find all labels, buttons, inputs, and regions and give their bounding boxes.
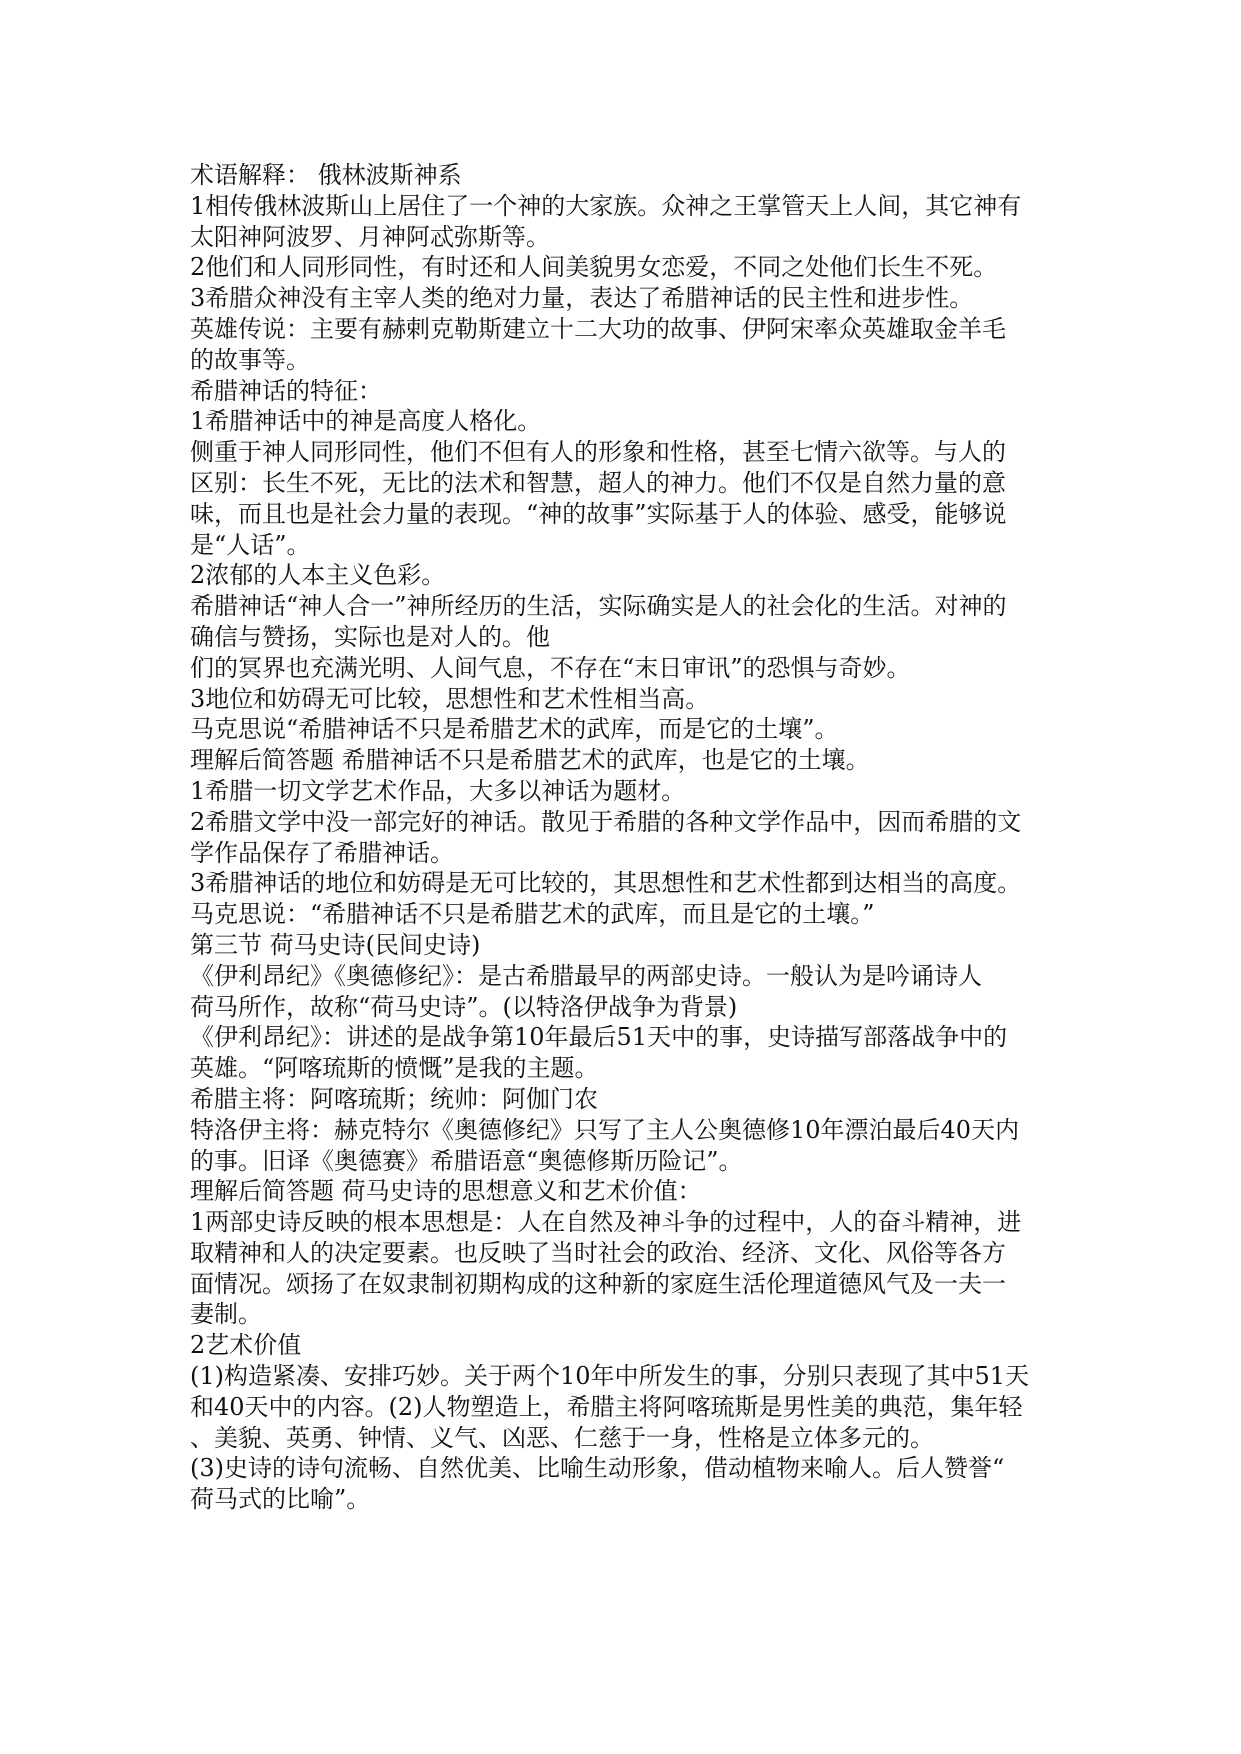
- doc-line: 《伊利昂纪》《奥德修纪》：是古希腊最早的两部史诗。一般认为是吟诵诗人: [190, 961, 982, 990]
- doc-line: 是“人话”。: [190, 530, 311, 559]
- doc-line: 马克思说“希腊神话不只是希腊艺术的武库，而是它的土壤”。: [190, 715, 839, 744]
- doc-line: 1希腊神话中的神是高度人格化。: [190, 407, 542, 436]
- doc-line: 区别：长生不死，无比的法术和智慧，超人的神力。他们不仅是自然力量的意: [190, 468, 1006, 497]
- doc-line: 取精神和人的决定要素。也反映了当时社会的政治、经济、文化、风俗等各方: [190, 1238, 1006, 1267]
- doc-line: 1两部史诗反映的根本思想是：人在自然及神斗争的过程中，人的奋斗精神，进: [190, 1208, 1022, 1237]
- doc-line: (1)构造紧凑、安排巧妙。关于两个10年中所发生的事，分别只表现了其中51天: [190, 1362, 1030, 1391]
- doc-line: 希腊神话的特征：: [190, 376, 382, 405]
- doc-line: 2浓郁的人本主义色彩。: [190, 561, 446, 590]
- doc-line: 荷马所作，故称“荷马史诗”。(以特洛伊战争为背景): [190, 992, 738, 1021]
- doc-line: 希腊神话“神人合一”神所经历的生活，实际确实是人的社会化的生活。对神的: [190, 592, 1007, 621]
- doc-line: (3)史诗的诗句流畅、自然优美、比喻生动形象，借动植物来喻人。后人赞誉“: [190, 1454, 1005, 1483]
- doc-line: 的事。旧译《奥德赛》希腊语意“奥德修斯历险记”。: [190, 1146, 743, 1175]
- doc-line: 术语解释： 俄林波斯神系: [190, 161, 462, 189]
- doc-line: 3地位和妨碍无可比较，思想性和艺术性相当高。: [190, 684, 710, 713]
- doc-line: 特洛伊主将：赫克特尔《奥德修纪》只写了主人公奥德修10年漂泊最后40天内: [190, 1115, 1020, 1144]
- doc-line: 2艺术价值: [190, 1331, 302, 1360]
- doc-line: 马克思说：“希腊神话不只是希腊艺术的武库，而且是它的土壤。”: [190, 900, 875, 929]
- doc-line: 荷马式的比喻”。: [190, 1485, 371, 1514]
- doc-line: 确信与赞扬，实际也是对人的。他: [190, 622, 550, 651]
- doc-line: 妻制。: [190, 1300, 262, 1329]
- doc-line: 希腊主将：阿喀琉斯；统帅：阿伽门农: [190, 1084, 598, 1113]
- doc-line: 1相传俄林波斯山上居住了一个神的大家族。众神之王掌管天上人间，其它神有: [190, 191, 1022, 220]
- doc-line: 英雄。“阿喀琉斯的愤慨”是我的主题。: [190, 1054, 599, 1083]
- doc-line: 学作品保存了希腊神话。: [190, 838, 454, 867]
- doc-line: 英雄传说：主要有赫剌克勒斯建立十二大功的故事、伊阿宋率众英雄取金羊毛: [190, 314, 1006, 343]
- doc-line: 们的冥界也充满光明、人间气息，不存在“末日审讯”的恐惧与奇妙。: [190, 653, 911, 682]
- doc-line: 理解后简答题 希腊神话不只是希腊艺术的武库，也是它的土壤。: [190, 746, 870, 775]
- doc-line: 、美貌、英勇、钟情、义气、凶恶、仁慈于一身，性格是立体多元的。: [190, 1423, 934, 1452]
- doc-line: 第三节 荷马史诗(民间史诗): [190, 930, 481, 959]
- doc-line: 面情况。颂扬了在奴隶制初期构成的这种新的家庭生活伦理道德风气及一夫一: [190, 1269, 1006, 1298]
- doc-line: 3希腊众神没有主宰人类的绝对力量，表达了希腊神话的民主性和进步性。: [190, 284, 974, 313]
- doc-line: 太阳神阿波罗、月神阿忒弥斯等。: [190, 222, 550, 251]
- doc-line: 2希腊文学中没一部完好的神话。散见于希腊的各种文学作品中，因而希腊的文: [190, 807, 1022, 836]
- doc-line: 1希腊一切文学艺术作品，大多以神话为题材。: [190, 776, 686, 805]
- doc-line: 的故事等。: [190, 345, 310, 374]
- doc-line: 侧重于神人同形同性，他们不但有人的形象和性格，甚至七情六欲等。与人的: [190, 438, 1006, 467]
- doc-line: 2他们和人同形同性，有时还和人间美貌男女恋爱，不同之处他们长生不死。: [190, 253, 998, 282]
- doc-line: 3希腊神话的地位和妨碍是无可比较的，其思想性和艺术性都到达相当的高度。: [190, 869, 1022, 898]
- doc-line: 理解后简答题 荷马史诗的思想意义和艺术价值：: [190, 1177, 702, 1206]
- doc-line: 和40天中的内容。(2)人物塑造上，希腊主将阿喀琉斯是男性美的典范，集年轻: [190, 1392, 1023, 1421]
- document-body: [190, 160, 1060, 1515]
- doc-line: 《伊利昂纪》：讲述的是战争第10年最后51天中的事，史诗描写部落战争中的: [190, 1023, 1008, 1052]
- doc-line: 味，而且也是社会力量的表现。“神的故事”实际基于人的体验、感受，能够说: [190, 499, 1007, 528]
